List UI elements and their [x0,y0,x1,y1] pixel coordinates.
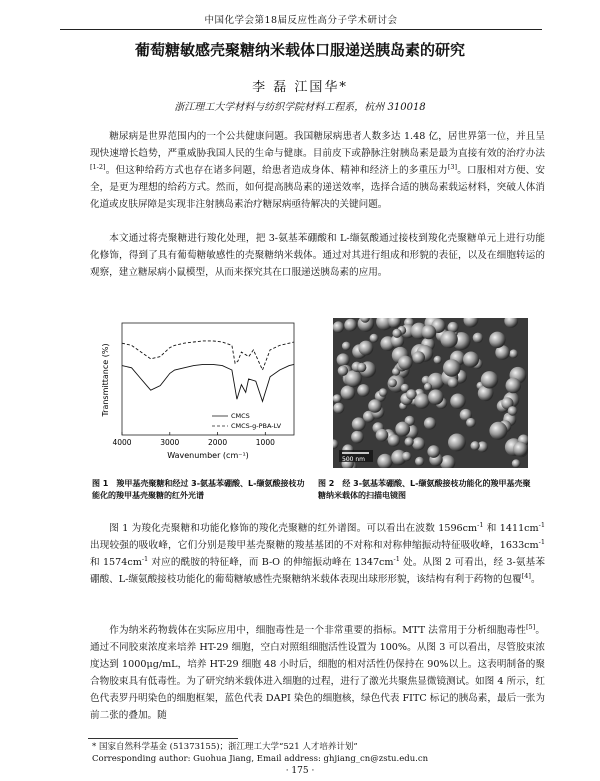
nanoparticle [412,351,425,364]
citation: [5] [526,622,536,631]
plot-frame [122,323,294,435]
nanoparticle [405,437,414,446]
series-line-cmcs-g-pba-lv [122,341,294,370]
legend [212,412,282,430]
nanoparticle [463,352,479,368]
citation: [4] [521,571,531,580]
nanoparticle [506,378,522,394]
nanoparticle [357,384,370,397]
nanoparticle [333,321,344,332]
ir-spectrum-chart [100,318,300,463]
nanoparticle [337,353,350,366]
figure1-caption: 图 1 羧甲基壳聚糖和经过 3-氨基苯硼酸、L-缬氨酸接枝功能化的羧甲基壳聚糖的红外光谱 [92,479,305,500]
nanoparticle [448,377,459,388]
x-tick-label: 1000 [255,438,275,447]
paragraph-method: 本文通过将壳聚糖进行羧化处理，把 3-氨基苯硼酸和 L-缬氨酸通过接枝到羧化壳聚糖单元上进行功能化修饰，得到了具有葡萄糖敏感性的壳聚糖纳米载体。通过对其进行组成和形貌的表征，以及在细胞转运的观察，建立糖尿病小鼠模型，从而来探究其在口服递送胰岛素的应用。 [90,233,545,278]
running-header: 中国化学会第18届反应性高分子学术研讨会 [60,12,542,30]
nanoparticle [509,349,518,358]
figure2-caption: 图 2 经 3-氨基苯硼酸、L-缬氨酸接枝功能化的羧甲基壳聚糖纳米载体的扫描电镜图 [318,479,531,500]
nanoparticle [376,429,389,442]
nanoparticle [473,333,483,343]
footnote-contact: Corresponding author: Guohua Jiang, Email address: ghjiang_cn@zstu.edu.cn [92,754,429,764]
nanoparticle [338,366,348,376]
nanoparticle [412,437,425,450]
citation: [1-2] [90,162,106,171]
x-tick-label: 3000 [160,438,180,447]
authors: 李 磊 江国华* [252,80,348,95]
series-line-cmcs [122,364,294,401]
nanoparticle [344,319,357,332]
nanoparticle [513,442,528,457]
paragraph-intro: 糖尿病是世界范围内的一个公共健康问题。我国糖尿病患者人数多达 1.48 亿，居世界第一位，并且呈现快速增长趋势，严重威胁我国人民的生命与健康。目前皮下或静脉注射胰岛素是最为直接有效的治疗办法[1-2]。但这种给药方式也存在诸多问题，给患者造成身体、精神和经济上的多重压力[3]。口服相对方便、安全，是更为理想的给药方式。然而，如何提高胰岛素的递送效率，选择合适的胰岛素载运材料，突破人体消化道或皮肤屏障是实现非注射胰岛素治疗糖尿病亟待解决的关键问题。 [90,131,546,210]
nanoparticle [443,359,461,377]
nanoparticle [351,431,364,444]
nanoparticle [489,422,507,440]
scale-bar-label: 500 nm [342,456,366,463]
nanoparticle [414,393,429,408]
nanoparticle [508,406,518,416]
affiliation: 浙江理工大学材料与纺织学院材料工程系，杭州 310018 [174,102,426,113]
footnote-rule [88,738,238,739]
legend-label-cmcs-g-pba-lv: CMCS-g-PBA-LV [231,422,282,430]
nanoparticle [357,363,366,372]
nanoparticle [342,342,351,351]
nanoparticle [424,417,436,429]
nanoparticle [466,418,476,428]
nanoparticle [428,389,443,404]
nanoparticle [450,394,465,409]
nanoparticle [370,334,379,343]
page-number: · 175 · [285,766,315,776]
sem-image [333,318,528,468]
footnote-funding: * 国家自然科学基金 (51373155)；浙江理工大学“521 人才培养计划” [92,742,358,752]
x-axis-label: Wavenumber (cm⁻¹) [167,451,249,460]
nanoparticle [379,388,388,397]
nanoparticle [398,356,412,370]
paper-title: 葡萄糖敏感壳聚糖纳米载体口服递送胰岛素的研究 [134,41,465,59]
citation: [3] [447,162,458,171]
nanoparticle [402,452,411,461]
legend-label-cmcs: CMCS [231,412,250,420]
nanoparticle [388,379,397,388]
nanoparticle [333,394,342,403]
nanoparticle [424,383,432,391]
nanoparticle [427,445,440,458]
nanoparticle [481,371,498,388]
nanoparticle [368,399,382,413]
nanoparticle [341,386,356,401]
nanoparticle [352,417,366,431]
nanoparticle [471,441,480,450]
nanoparticle [388,434,400,446]
nanoparticle [333,403,344,414]
nanoparticle [422,325,437,340]
nanoparticle [359,341,374,356]
nanoparticle [448,434,466,452]
nanoparticle [415,457,424,466]
nanoparticle [489,332,505,348]
nanoparticle [395,422,410,437]
paragraph-results-ir: 图 1 为羧化壳聚糖和功能化修饰的羧化壳聚糖的红外谱图。可以看出在波数 $1596cm^{-1}$ 和 $1411cm^{-1}$ 出现较强的吸收峰，它们分别是羧甲基壳聚糖的羧基基团的不对称和对称伸缩振动特征吸收峰，$1633cm^{-1}$ 和 $1574cm^{-1}$ 对应的酰胺的特征峰，而 B-O 的伸缩振动峰在 $1347cm^{-1}$ 处。从图 2 可看出，经 3-氨基苯硼酸、L-缬氨酸接枝功能化的葡萄糖敏感性壳聚糖纳米载体表现出球形形貌，该结构有利于药物的包覆[4]。 [90,520,546,585]
nanoparticle [512,459,521,468]
x-tick-label: 2000 [208,438,228,447]
nanoparticle [440,331,457,348]
y-axis-label: Transmittance (%) [101,343,110,417]
paragraph-results-cell: 作为纳米药物载体在实际应用中，细胞毒性是一个非常重要的指标。MTT 法常用于分析细胞毒性[5]。通过不同胶束浓度来培养 HT-29 细胞，空白对照组细胞活性设置为 100%。从图 3 可以看出，尽管胶束浓度达到 1000μg/mL，培养 HT-29 细胞 48 小时后，细胞的相对活性仍保持在 90%以上。这表明制备的聚合物胶束具有低毒性。为了研究纳米载体进入细胞的过程，进行了激光共聚焦显微镜测试。如图 4 所示，红色代表罗丹明染色的细胞框架，蓝色代表 DAPI 染色的细胞核，绿色代表 FITC 标记的胰岛素，最后一张为前二张的叠加。随 [90,622,545,721]
nanoparticle [392,329,401,338]
x-tick-label: 4000 [112,438,132,447]
nanoparticle [434,356,442,364]
